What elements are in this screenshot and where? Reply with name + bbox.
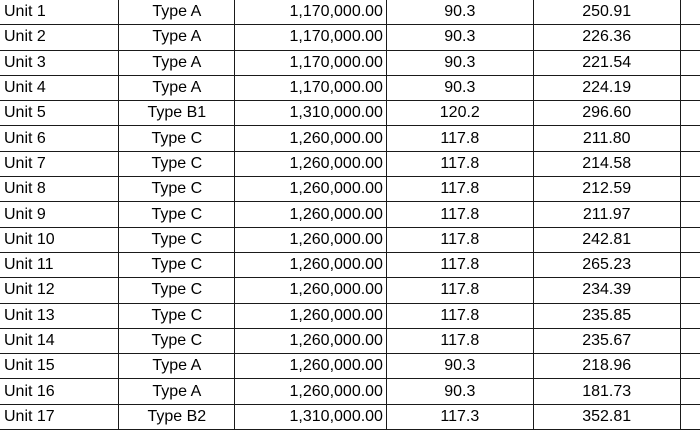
- unit-type-cell[interactable]: Type C: [119, 303, 235, 328]
- unit-name-cell[interactable]: Unit 3: [0, 50, 119, 75]
- unit-name-cell[interactable]: Unit 6: [0, 126, 119, 151]
- rate-cell[interactable]: 352.81: [533, 404, 680, 429]
- rate-cell[interactable]: 242.81: [533, 227, 680, 252]
- empty-cell[interactable]: [680, 303, 700, 328]
- empty-cell[interactable]: [680, 0, 700, 25]
- rate-cell[interactable]: 214.58: [533, 151, 680, 176]
- unit-type-cell[interactable]: Type A: [119, 379, 235, 404]
- area-cell[interactable]: 90.3: [386, 379, 533, 404]
- unit-name-cell[interactable]: Unit 5: [0, 101, 119, 126]
- empty-cell[interactable]: [680, 227, 700, 252]
- unit-name-cell[interactable]: Unit 2: [0, 25, 119, 50]
- table-row: [0, 303, 700, 328]
- area-cell[interactable]: 117.8: [386, 151, 533, 176]
- table-row: [0, 278, 700, 303]
- unit-type-cell[interactable]: Type C: [119, 252, 235, 277]
- table-row: [0, 25, 700, 50]
- empty-cell[interactable]: [680, 50, 700, 75]
- empty-cell[interactable]: [680, 101, 700, 126]
- area-cell[interactable]: 117.8: [386, 126, 533, 151]
- table-row: [0, 126, 700, 151]
- unit-name-cell[interactable]: Unit 11: [0, 252, 119, 277]
- table-row: [0, 151, 700, 176]
- empty-cell[interactable]: [680, 328, 700, 353]
- area-cell[interactable]: 90.3: [386, 0, 533, 25]
- empty-cell[interactable]: [680, 404, 700, 429]
- rate-cell[interactable]: 211.97: [533, 202, 680, 227]
- area-cell[interactable]: 117.8: [386, 252, 533, 277]
- unit-type-cell[interactable]: Type C: [119, 202, 235, 227]
- unit-type-cell[interactable]: Type C: [119, 328, 235, 353]
- price-cell[interactable]: 1,170,000.00: [235, 75, 387, 100]
- rate-cell[interactable]: 235.67: [533, 328, 680, 353]
- unit-type-cell[interactable]: Type A: [119, 354, 235, 379]
- area-cell[interactable]: 90.3: [386, 50, 533, 75]
- unit-type-cell[interactable]: Type C: [119, 177, 235, 202]
- empty-cell[interactable]: [680, 354, 700, 379]
- unit-type-cell[interactable]: Type C: [119, 227, 235, 252]
- rate-cell[interactable]: 212.59: [533, 177, 680, 202]
- table-row: [0, 101, 700, 126]
- rate-cell[interactable]: 224.19: [533, 75, 680, 100]
- area-cell[interactable]: 117.8: [386, 278, 533, 303]
- unit-type-cell[interactable]: Type C: [119, 278, 235, 303]
- rate-cell[interactable]: 234.39: [533, 278, 680, 303]
- empty-cell[interactable]: [680, 75, 700, 100]
- price-cell[interactable]: 1,260,000.00: [235, 278, 387, 303]
- empty-cell[interactable]: [680, 379, 700, 404]
- empty-cell[interactable]: [680, 252, 700, 277]
- unit-name-cell[interactable]: Unit 12: [0, 278, 119, 303]
- unit-name-cell[interactable]: Unit 16: [0, 379, 119, 404]
- price-cell[interactable]: 1,260,000.00: [235, 252, 387, 277]
- rate-cell[interactable]: 235.85: [533, 303, 680, 328]
- area-cell[interactable]: 117.8: [386, 303, 533, 328]
- rate-cell[interactable]: 221.54: [533, 50, 680, 75]
- unit-type-cell[interactable]: Type B1: [119, 101, 235, 126]
- area-cell[interactable]: 117.8: [386, 202, 533, 227]
- empty-cell[interactable]: [680, 126, 700, 151]
- area-cell[interactable]: 117.8: [386, 328, 533, 353]
- price-cell[interactable]: 1,170,000.00: [235, 50, 387, 75]
- unit-name-cell[interactable]: Unit 17: [0, 404, 119, 429]
- price-cell[interactable]: 1,260,000.00: [235, 328, 387, 353]
- price-cell[interactable]: 1,170,000.00: [235, 25, 387, 50]
- empty-cell[interactable]: [680, 25, 700, 50]
- price-cell[interactable]: 1,260,000.00: [235, 379, 387, 404]
- rate-cell[interactable]: 250.91: [533, 0, 680, 25]
- rate-cell[interactable]: 181.73: [533, 379, 680, 404]
- rate-cell[interactable]: 226.36: [533, 25, 680, 50]
- unit-type-cell[interactable]: Type C: [119, 151, 235, 176]
- area-cell[interactable]: 117.3: [386, 404, 533, 429]
- unit-name-cell[interactable]: Unit 14: [0, 328, 119, 353]
- price-cell[interactable]: 1,260,000.00: [235, 126, 387, 151]
- unit-name-cell[interactable]: Unit 10: [0, 227, 119, 252]
- empty-cell[interactable]: [680, 202, 700, 227]
- area-cell[interactable]: 90.3: [386, 25, 533, 50]
- table-row: [0, 0, 700, 25]
- table-row: [0, 328, 700, 353]
- area-cell[interactable]: 90.3: [386, 75, 533, 100]
- price-cell[interactable]: 1,260,000.00: [235, 151, 387, 176]
- price-cell[interactable]: 1,310,000.00: [235, 101, 387, 126]
- unit-type-cell[interactable]: Type A: [119, 0, 235, 25]
- table-row: [0, 75, 700, 100]
- unit-name-cell[interactable]: Unit 4: [0, 75, 119, 100]
- empty-cell[interactable]: [680, 151, 700, 176]
- table-row: [0, 227, 700, 252]
- area-cell[interactable]: 90.3: [386, 354, 533, 379]
- table-row: [0, 50, 700, 75]
- rate-cell[interactable]: 296.60: [533, 101, 680, 126]
- price-cell[interactable]: 1,260,000.00: [235, 177, 387, 202]
- price-cell[interactable]: 1,310,000.00: [235, 404, 387, 429]
- table-row: [0, 177, 700, 202]
- unit-type-cell[interactable]: Type A: [119, 50, 235, 75]
- unit-type-cell[interactable]: Type A: [119, 25, 235, 50]
- unit-type-cell[interactable]: Type B2: [119, 404, 235, 429]
- table-row: [0, 379, 700, 404]
- table-row: [0, 404, 700, 429]
- unit-name-cell[interactable]: Unit 7: [0, 151, 119, 176]
- empty-cell[interactable]: [680, 177, 700, 202]
- price-cell[interactable]: 1,260,000.00: [235, 227, 387, 252]
- unit-name-cell[interactable]: Unit 13: [0, 303, 119, 328]
- unit-type-cell[interactable]: Type A: [119, 75, 235, 100]
- price-cell[interactable]: 1,260,000.00: [235, 303, 387, 328]
- empty-cell[interactable]: [680, 278, 700, 303]
- unit-name-cell[interactable]: Unit 9: [0, 202, 119, 227]
- rate-cell[interactable]: 218.96: [533, 354, 680, 379]
- price-cell[interactable]: 1,260,000.00: [235, 354, 387, 379]
- unit-name-cell[interactable]: Unit 1: [0, 0, 119, 25]
- area-cell[interactable]: 120.2: [386, 101, 533, 126]
- price-cell[interactable]: 1,170,000.00: [235, 0, 387, 25]
- unit-type-cell[interactable]: Type C: [119, 126, 235, 151]
- area-cell[interactable]: 117.8: [386, 227, 533, 252]
- rate-cell[interactable]: 265.23: [533, 252, 680, 277]
- unit-name-cell[interactable]: Unit 15: [0, 354, 119, 379]
- table-row: [0, 354, 700, 379]
- rate-cell[interactable]: 211.80: [533, 126, 680, 151]
- unit-name-cell[interactable]: Unit 8: [0, 177, 119, 202]
- area-cell[interactable]: 117.8: [386, 177, 533, 202]
- table-row: [0, 252, 700, 277]
- price-cell[interactable]: 1,260,000.00: [235, 202, 387, 227]
- table-row: [0, 202, 700, 227]
